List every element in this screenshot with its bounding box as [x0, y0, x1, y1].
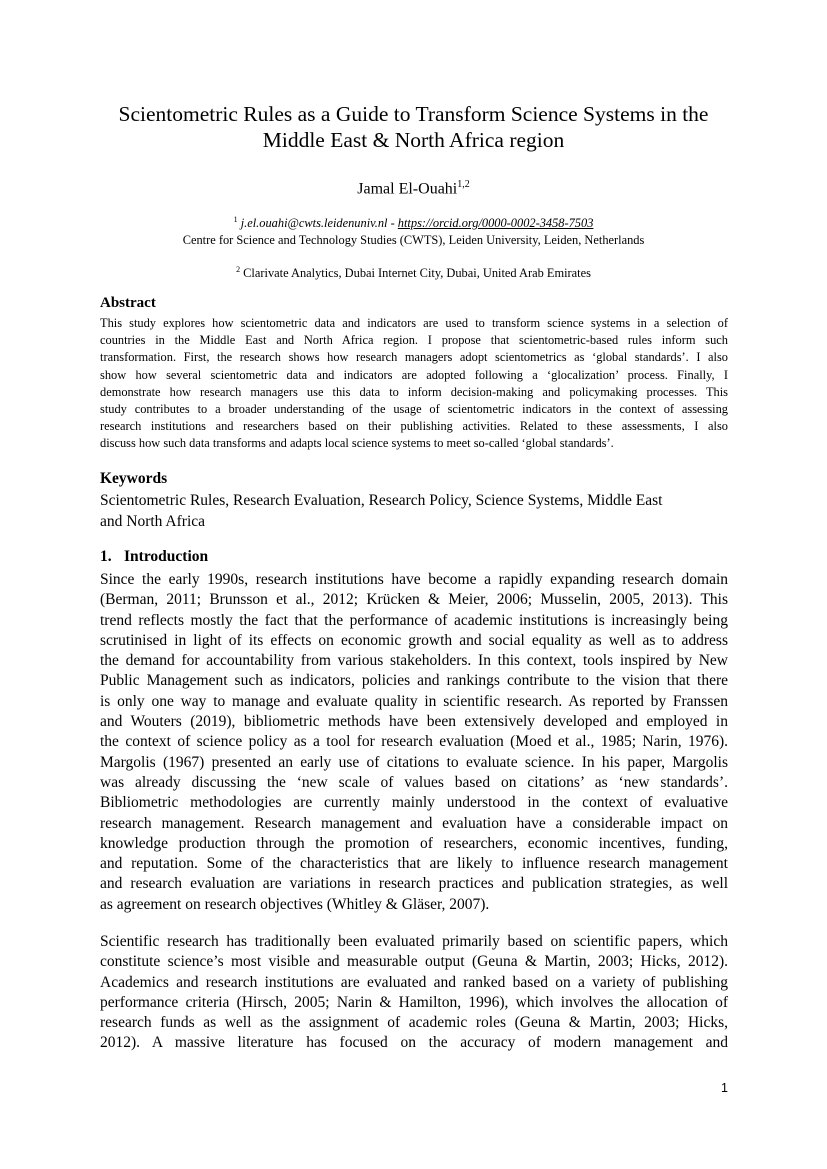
text-line: Bibliometric methodologies are currently mainly understood in the context of evaluative [100, 794, 728, 812]
affiliation-1-contact [0, 211, 827, 232]
text-line: the context of science policy as a tool for research evaluation (Moed et al., 1985; Narin, 1976). [100, 733, 728, 751]
text-line: This study explores how scientometric data and indicators are used to transform science systems in a selection of [100, 316, 728, 330]
text-line: Since the early 1990s, research institutions have become a rapidly expanding research domain [100, 571, 728, 588]
keywords-heading: Keywords [100, 470, 168, 487]
text-line: study contributes to a broader understanding of the usage of scientometric indicators in the context of assessing [100, 402, 728, 417]
affiliation-1-institution: Centre for Science and Technology Studies (CWTS), Leiden University, Leiden, Netherlands [182, 233, 645, 248]
text-line: trend reflects mostly the fact that the performance of academic institutions is increasingly being [100, 611, 728, 629]
affiliation-2-mark: 2 [236, 265, 241, 274]
page-number: 1 [721, 1081, 728, 1095]
affiliation-2-institution: Clarivate Analytics, Dubai Internet City, Dubai, United Arab Emirates [243, 266, 591, 281]
text-line: research institutions and researchers based on their publishing activities. Related to these assessments, I also [100, 419, 728, 434]
text-line: and reputation. Some of the characteristics that are likely to influence research management [100, 855, 728, 873]
text-line: Scientific research has traditionally been evaluated primarily based on scientific papers, which [100, 933, 728, 950]
introduction-paragraph-2 [100, 932, 728, 1054]
text-line: Public Management such as indicators, policies and rankings contribute to the vision that there [100, 672, 728, 690]
text-line: constitute science’s most visible and measurable output (Geuna & Martin, 2003; Hicks, 2012). [100, 953, 728, 971]
section-heading-introduction [100, 547, 208, 567]
author-email-link[interactable]: j.el.ouahi@cwts.leidenuniv.nl [240, 216, 388, 231]
text-line: transformation. First, the research shows how research managers adopt scientometrics as ‘global standards’. I also [100, 350, 728, 365]
affiliation-2 [0, 261, 827, 282]
title-line: Middle East & North Africa region [262, 128, 565, 152]
text-line: scrutinised in light of its effects on economic growth and social equality as well as to address [100, 631, 728, 649]
text-line: performance criteria (Hirsch, 2005; Narin & Hamilton, 1996), which involves the allocation of [100, 993, 728, 1011]
abstract-heading: Abstract [100, 295, 156, 311]
text-line: knowledge production through the promotion of researchers, economic incentives, funding, [100, 834, 728, 852]
text-line: Margolis (1967) presented an early use of citations to evaluate science. In his paper, Margolis [100, 753, 728, 771]
title-line: Scientometric Rules as a Guide to Transform Science Systems in the [118, 102, 709, 126]
introduction-paragraph-1 [100, 570, 728, 915]
text-line: was already discussing the ‘new scale of values based on citations’ as ‘new standards’. [100, 773, 728, 791]
text-line: research management. Research management and evaluation have a considerable impact on [100, 814, 728, 832]
contact-separator: - [387, 216, 398, 231]
author-line [0, 175, 827, 199]
text-line: countries in the Middle East and North Africa region. I propose that scientometric-based rules inform such [100, 333, 728, 348]
text-line: demonstrate how research managers use this data to inform decision-making and policymaking processes. This [100, 384, 728, 399]
author-affiliation-marks: 1,2 [457, 179, 470, 190]
text-line: and Wouters (2019), bibliometric methods have been extensively developed and employed in [100, 713, 728, 731]
affiliation-1 [0, 211, 827, 249]
text-line: research funds as well as the assignment of academic roles (Geuna & Martin, 2003; Hicks, [100, 1014, 728, 1032]
text-line: show how several scientometric data and indicators are adopted following a ‘glocalization’ process. Finally, I [100, 367, 728, 382]
abstract-body [100, 315, 728, 453]
text-line: 2012). A massive literature has focused on the accuracy of modern management and [100, 1034, 728, 1052]
affiliation-1-mark: 1 [233, 215, 238, 224]
text-line: is only one way to manage and evaluate quality in scientific research. As reported by Franssen [100, 692, 728, 710]
text-line: as agreement on research objectives (Whitley & Gläser, 2007). [100, 895, 490, 913]
text-line: Academics and research institutions are evaluated and ranked based on a variety of publishing [100, 973, 728, 991]
keywords-line: and North Africa [100, 513, 206, 530]
author-name: Jamal El-Ouahi [357, 180, 458, 198]
keywords-line: Scientometric Rules, Research Evaluation, Research Policy, Science Systems, Middle East [100, 492, 663, 509]
section-number: 1. [100, 548, 112, 565]
text-line: discuss how such data transforms and adapts local science systems to meet so-called ‘global standards’. [100, 436, 614, 451]
section-title: Introduction [124, 548, 209, 565]
orcid-link[interactable]: https://orcid.org/0000-0002-3458-7503 [397, 216, 594, 231]
text-line: the demand for accountability from various stakeholders. In this context, tools inspired by New [100, 652, 728, 670]
paper-title [60, 101, 767, 153]
keywords-list [100, 490, 728, 532]
text-line: (Berman, 2011; Brunsson et al., 2012; Krücken & Meier, 2006; Musselin, 2005, 2013). This [100, 591, 728, 609]
text-line: and research evaluation are variations in research practices and publication strategies, as well [100, 875, 728, 893]
